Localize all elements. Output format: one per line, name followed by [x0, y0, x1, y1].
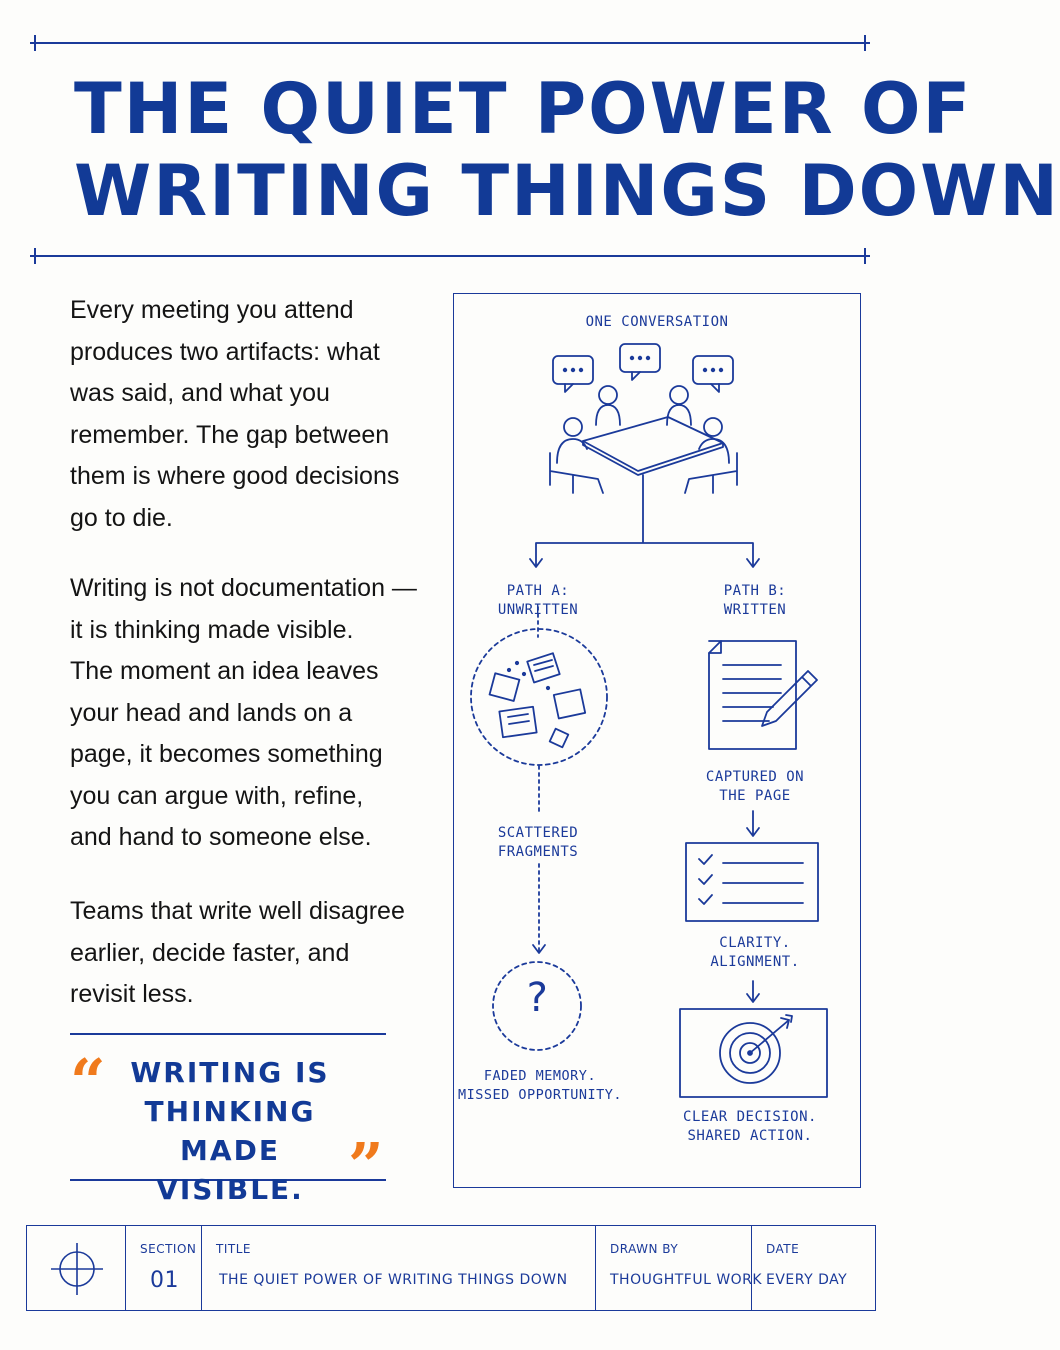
- document-pen-icon: [709, 641, 817, 749]
- p2-line: your head and lands on a: [70, 698, 353, 727]
- target-icon: [680, 1009, 827, 1097]
- drawn-by-label: DRAWN BY: [610, 1242, 679, 1256]
- speech-bubble-icon: [620, 344, 660, 380]
- p1-line: them is where good decisions: [70, 462, 400, 490]
- p2-line: page, it becomes something: [70, 740, 383, 768]
- label-scattered-fragments: SCATTERED FRAGMENTS: [497, 825, 579, 860]
- page-title: [74, 68, 1060, 232]
- p2-line: The moment an idea leaves: [70, 657, 379, 685]
- label-one-conversation: ONE CONVERSATION: [585, 314, 729, 330]
- bottom-title-rule: [30, 255, 870, 257]
- quote-text: [100, 1053, 360, 1209]
- title-label: TITLE: [216, 1242, 251, 1256]
- speech-bubble-icon: [693, 356, 733, 392]
- crosshair-cell: [27, 1226, 126, 1310]
- label-captured: CAPTURED ON THE PAGE: [705, 769, 805, 804]
- p2-line: you can argue with, refine,: [70, 781, 364, 810]
- p2-line: and hand to someone else.: [70, 823, 372, 851]
- date-cell: [752, 1226, 874, 1310]
- title-block: [26, 1225, 876, 1311]
- top-rule: [30, 42, 870, 44]
- label-path-a: PATH A: UNWRITTEN: [497, 583, 579, 618]
- label-clear-decision: CLEAR DECISION. SHARED ACTION.: [683, 1109, 817, 1144]
- scattered-notes-icon: [471, 607, 607, 765]
- paragraph-2: [70, 568, 430, 859]
- title-cell: [202, 1226, 596, 1310]
- label-faded-memory: FADED MEMORY. MISSED OPPORTUNITY.: [458, 1068, 622, 1103]
- p1-line: Every meeting you attend: [70, 296, 354, 324]
- p1-line: produces two artifacts: what: [70, 337, 380, 366]
- quote-line: THINKING MADE: [144, 1095, 316, 1167]
- date-label: DATE: [766, 1242, 800, 1256]
- p2-line: it is thinking made visible.: [70, 615, 354, 644]
- paragraph-1: [70, 290, 430, 539]
- section-cell: [126, 1226, 202, 1310]
- date-value: EVERY DAY: [766, 1272, 848, 1288]
- p1-line: was said, and what you: [70, 379, 330, 407]
- question-mark: ?: [524, 975, 550, 1021]
- p1-line: go to die.: [70, 503, 173, 532]
- crosshair-icon: [27, 1226, 126, 1312]
- p1-line: remember. The gap between: [70, 420, 390, 449]
- quote-line: WRITING IS: [130, 1056, 330, 1089]
- flow-diagram: [453, 293, 861, 1188]
- label-path-b: PATH B: WRITTEN: [723, 583, 787, 618]
- checklist-icon: [686, 843, 818, 921]
- paragraph-3: [70, 891, 430, 1016]
- p3-line: earlier, decide faster, and: [70, 938, 350, 967]
- title-line-1: THE QUIET POWER OF: [74, 68, 973, 150]
- p3-line: Teams that write well disagree: [70, 897, 405, 925]
- section-label: SECTION: [140, 1242, 197, 1256]
- title-value: THE QUIET POWER OF WRITING THINGS DOWN: [219, 1272, 568, 1288]
- pull-quote: [70, 1033, 386, 1206]
- section-value: 01: [150, 1268, 179, 1293]
- title-line-2: WRITING THINGS DOWN: [74, 150, 1060, 232]
- open-quote-icon: “: [70, 1045, 106, 1118]
- label-clarity: CLARITY. ALIGNMENT.: [710, 935, 800, 970]
- close-quote-icon: ”: [348, 1129, 384, 1202]
- p2-line: Writing is not documentation —: [70, 574, 417, 602]
- drawn-by-value: THOUGHTFUL WORK: [610, 1272, 763, 1288]
- p3-line: revisit less.: [70, 980, 194, 1008]
- quote-line: VISIBLE.: [156, 1173, 304, 1206]
- speech-bubble-icon: [553, 356, 593, 392]
- drawn-by-cell: [596, 1226, 763, 1310]
